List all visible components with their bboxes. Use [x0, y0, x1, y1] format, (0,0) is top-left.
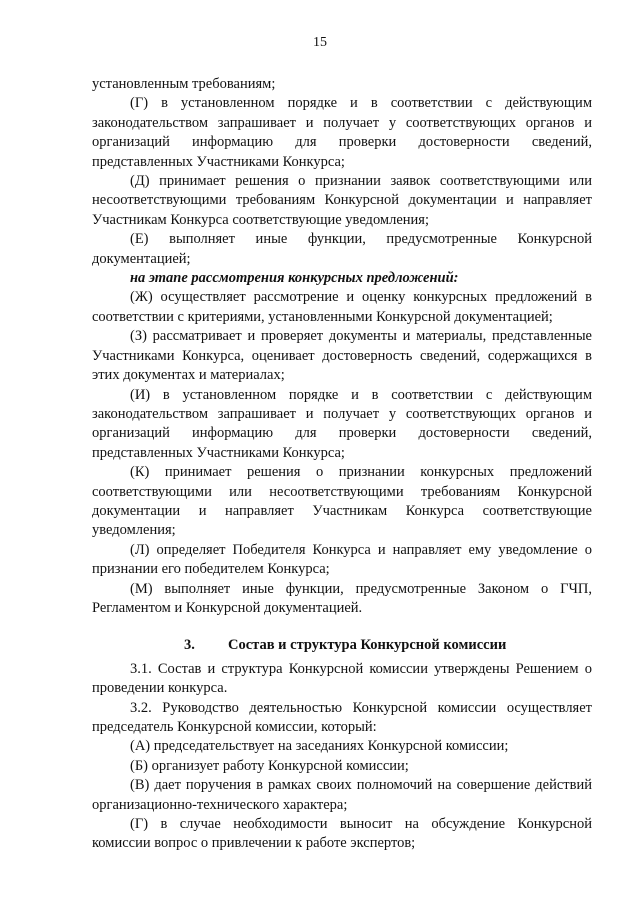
paragraph: (М) выполняет иные функции, предусмотренные Законом о ГЧП, Регламентом и Конкурсной документацией. — [92, 580, 592, 616]
paragraph: (В) дает поручения в рамках своих полномочий на совершение действий организационно-технического характера; — [92, 777, 592, 813]
paragraph: (И) в установленном порядке и в соответствии с действующим законодательством запрашивает и получает у соответствующих органов и организаций информацию для проверки достоверности сведений, представленных Участниками Конкурса; — [92, 386, 592, 461]
paragraph: (Е) выполняет иные функции, предусмотренные Конкурсной документацией; — [92, 231, 592, 267]
paragraph: (Г) в случае необходимости выносит на обсуждение Конкурсной комиссии вопрос о привлечении к работе экспертов; — [92, 816, 592, 852]
paragraph: (Б) организует работу Конкурсной комиссии; — [130, 757, 409, 774]
document-body — [92, 75, 592, 854]
paragraph: (З) рассматривает и проверяет документы и материалы, представленные Участниками Конкурса, оценивает достоверность сведений, содержащихся в этих документах и материалах; — [92, 328, 592, 384]
paragraph: (Л) определяет Победителя Конкурса и направляет ему уведомление о признании его победителем Конкурса; — [92, 541, 592, 578]
section-heading — [92, 636, 592, 655]
paragraph: (А) председательствует на заседаниях Конкурсной комиссии; — [130, 738, 509, 755]
paragraph: 3.2. Руководство деятельностью Конкурсной комиссии осуществляет председатель Конкурсной комиссии, который: — [92, 699, 592, 735]
paragraph: установленным требованиям; — [92, 76, 276, 92]
paragraph: (Д) принимает решения о признании заявок соответствующими или несоответствующими требованиям Конкурсной документации и направляет Участникам Конкурса соответствующие уведомления; — [92, 173, 592, 228]
paragraph: (Ж) осуществляет рассмотрение и оценку конкурсных предложений в соответствии с критериями, установленными Конкурсной документацией; — [92, 289, 592, 325]
section-number: 3. — [184, 637, 195, 654]
section-title: Состав и структура Конкурсной комиссии — [228, 637, 507, 654]
paragraph: (Г) в установленном порядке и в соответствии с действующим законодательством запрашивает и получает у соответствующих органов и организаций информацию для проверки достоверности сведений, представленных Участниками Конкурса; — [92, 95, 592, 170]
paragraph: (К) принимает решения о признании конкурсных предложений соответствующими или несоответствующими требованиям Конкурсной документации и направляет Участникам Конкурса соответствующие уведомления; — [92, 464, 592, 539]
subheading: на этапе рассмотрения конкурсных предложений: — [130, 270, 459, 287]
page-number: 15 — [313, 35, 327, 50]
paragraph: 3.1. Состав и структура Конкурсной комиссии утверждены Решением о проведении конкурса. — [92, 660, 592, 697]
